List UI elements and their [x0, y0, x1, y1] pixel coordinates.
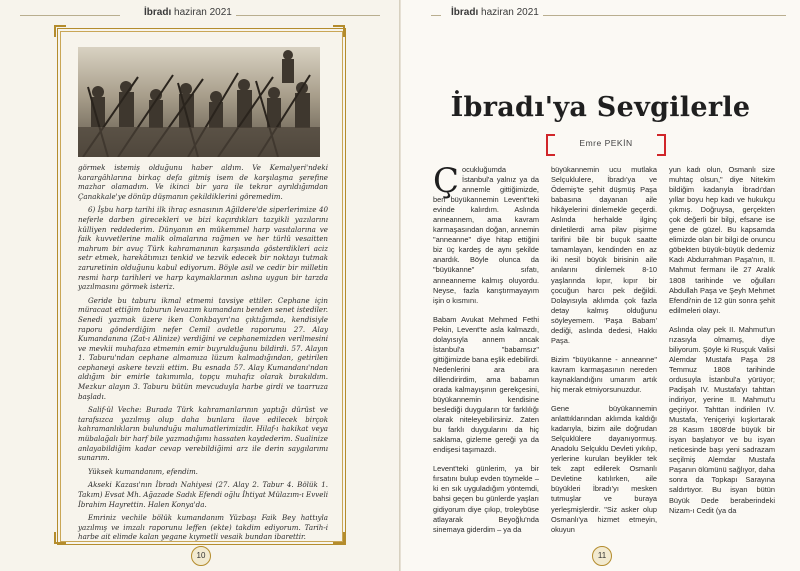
- header-magazine-name: İbradı: [451, 7, 479, 18]
- left-page-body: [78, 163, 328, 546]
- body-paragraph: Salif-ül Veche: Burada Türk kahramanlarının yaptığı dürüst ve tarafsızca yazılmış olup daha bunlara ilave edilecek birçok kahramanlıkların bulunduğu malumatlerimizdir. Hilaf-ı hakikat veya mübalağalı bir harf bile yazmadığımı hassaten kaydederim. Sualinize anlayabildiğim kadar cevap verebildiğimi arz ile derin saygılarımı sunarım.: [78, 405, 328, 463]
- body-paragraph: Yüksek kumandanım, efendim.: [88, 466, 198, 476]
- frame-corner: [54, 25, 66, 37]
- left-page: [0, 0, 399, 571]
- header-magazine-name: İbradı: [144, 7, 172, 18]
- body-paragraph: Gene büyükannemin anlattıklarından aklımda kaldığı kadarıyla, bizim aile doğrudan Selçuklülere dayanıyormuş. Anadolu Selçuklu Devleti yıkılıp, yerlerine kurulan beylikler tek tek zapt edilerek Osmanlı Devletine katılırken, aile büyükleri İbradı'yı mesken tutmuşlar ve buraya yerleşmişlerdir. "Siz asker olup Osmanlı'ya hizmet etmeyin, okuyun: [551, 404, 657, 534]
- header-issue-date: haziran 2021: [481, 7, 539, 18]
- historical-soldiers-photo: [78, 47, 320, 157]
- body-paragraph: Akseki Kazası'nın İbradı Nahiyesi (27. Alay 2. Tabur 4. Bölük 1. Takım) Evsat Mh. Ağazade Sadık Efendi oğlu İhtiyat Mülazım-ı Evveli İbrahim Hayrettin. Halen Konya'da.: [78, 480, 328, 509]
- body-paragraph: Levent'teki günlerim, ya bir fırsatını bulup evden tüymekle – ki en sık uyguladığım yöntemdi, bahsi geçen bu günlerde yaşları gidiyorum diye çıkıp, troleybüse atlayarak Beyoğlu'nda sinemaya giderdim – ya da: [433, 464, 539, 534]
- article-columns: [433, 161, 775, 545]
- header-issue-date: haziran 2021: [174, 7, 232, 18]
- body-paragraph: Geride bu taburu ikmal etmemi tavsiye ettiler. Cephane için müracaat ettiğim taburun levazım kumandanı benden senet istediler. Senedi yazmak üzere iken Conkbayırı'na çıktığımda, kendisiyle raporu gönderdiğim nefer Cemil avdetle raporumu 27. Alay Kumandanına (Zat-ı Alinize) verdiğini ve cephanemizden verilmesini ve mevkii muhafaza etmemin emir buyrulduğunu bildirdi. 57. Alayın 1. Taburu'ndan cephane almamıza lüzum kalmadığından, getirilen cephaneyi askere tevzii ettim. Bu esnada 57. Alay Kumandanı'ndan aldığım bir emirle takımımla, topçu muhafız olarak bırakıldım. Mezkur alayın 3. Taburu bütün mevcuduyla harbe girdi ve taarruza başladı.: [78, 295, 328, 401]
- page-number: 10: [191, 546, 211, 566]
- frame-corner: [54, 532, 66, 544]
- author-name: Emre PEKİN: [579, 138, 633, 148]
- right-page: [401, 0, 800, 571]
- frame-corner: [333, 25, 345, 37]
- right-page-header: [401, 7, 800, 21]
- body-paragraph: büyükannemin ucu mutlaka Selçuklulere, İbradı'ya ve Ödemiş'te şehit düşmüş Paşa babasına dayanan aile hikâyelerini dinlemekle geçerdi. Aslında herhalde ilginç dinletilerdi ama pilav pişirme tarifini bile bir buçuk saatte tamamlayan, kendinden en az iki nesil büyük birisinin aile anılarını dinlemek 8-10 yaşlarında kıpır, kıpır bir çocuğun harcı pek değildi. Dolayısıyla aklımda çok fazla detay kalmış olduğunu söyleyemem. 'Paşa Babam' dediği, aslında dedesi, Hakkı Paşa.: [551, 165, 657, 345]
- article-column-1: [433, 161, 539, 544]
- body-paragraph: Bizim "büyükanne - anneanne" kavram karmaşasının nereden kaynaklandığını umarım artık hiç merak etmiyorsunuzdur.: [551, 354, 657, 394]
- body-paragraph: görmek istemiş olduğunu haber aldım. Ve Kemalyeri'ndeki karargâhlarına birkaç defa gitmiş isem de karşılaşma şerefine mazhar olamadım. Ve ikinci bir yara ile tekrar ayrıldığımdan Çanakkale'ye dönüp düşmanın çekildiklerini göremedim.: [78, 163, 328, 201]
- body-paragraph: Emriniz vechile bölük kumandanım Yüzbaşı Faik Bey hattıyla yazılmış ve imzalı raporunu leffen (ekte) takdim ediyorum. Tarih-i harbe ait elimde kalan yegane kıymetli vesaik bundan ibarettir.: [78, 513, 328, 542]
- drop-cap: Ç: [433, 161, 460, 201]
- body-paragraph: yun kadı olun, Osmanlı size muhtaç olsun," diye Nitekim bildiğim kadarıyla İbradı'dan yıllar boyu hep kadı ve hukukçu çıkmış. Doğruysa, gerçekten çok değerli bir bilgi, efsane ise gene de güzel. Bu kapsamda elimizde olan bir bilgi de onuncu göbekten büyük-büyük dedemiz Kadı Abdurrahman Paşa'nın, II. Mahmut fermanı ile 27 Aralık 1808 tarihinde ve oğulları Abdullah Paşa ve Şeyh Mehmet Efendi'nin de 12 gün sonra şehit edilmeleri olayı.: [669, 165, 775, 315]
- body-paragraph: Çocukluğumda İstanbul'a yalnız ya da annemle gittiğimizde, ben büyükannemin Levent'teki evinde kalırdım. Aslında anneannem, ama kavram karmaşasından doğan, annemin "anneanne" diye hitap ettiğini biz üç kardeş de aynı şekilde anardık. Böyle olunca da "büyükanne" sıfatı, anneanneme kalmış oluyordu. Neyse, fazla karıştırmayayım işin o kısmını.: [433, 161, 539, 305]
- author-byline: [546, 134, 666, 154]
- article-column-2: [551, 165, 657, 544]
- body-paragraph: Babam Avukat Mehmed Fethi Pekin, Levent'te asla kalmazdı, dolayısıyla annem ancak İstanbul'a "babamsız" gittiğimizde bana eşlik edebilirdi. Nedenlerini ara ara dillendirirdim, ama babamın orada kalmayışının gerekçesini, büyükannemin kendisine beslediği duyguların tür farklılığı olarak niteleyebilirsiniz. Zaten bu farklı duygularını da hiç saklama, gizleme gereği ya da endişesi taşımazdı.: [433, 314, 539, 455]
- frame-corner: [333, 532, 345, 544]
- article-title: İbradı'ya Sevgilerle: [450, 92, 751, 123]
- left-page-header: [0, 7, 399, 21]
- body-paragraph: Aslında olay pek II. Mahmut'un rızasıyla olmamış, diye biliyorum. Şöyle ki Rusçuk Valisi Alemdar Mustafa Paşa 28 Temmuz 1808 tarihinde ordusuyla İstanbul'a yürüyor; Padişah IV. Mustafa'yı tahttan indiriyor, yerine II. Mahmut'u geçiriyor. Tahttan indirilen IV. Mustafa, Yeniçeriyi kışkırtarak 28 Kasım 1808'de büyük bir isyan başlatıyor ve bu isyan neticesinde başı yeni sadrazam seçilmiş Alemdar Mustafa Paşanın ölümünü sağlıyor, daha sonra da Topkapı Sarayına saldırtıyor. Bu isyan bütün Büyük Dede beraberindeki Nizam-ı Cedit (ya da: [669, 324, 775, 515]
- article-column-3: [669, 165, 775, 525]
- page-number: 11: [592, 546, 612, 566]
- red-bracket-right: [657, 134, 666, 156]
- body-paragraph: 6) İşbu harp tarihi ilk ihraç esnasının Ağildere'de siperlerimize 40 neferle darben girecekleri ve bizi kaçırdıkları tazyikli yazılarını külliyen reddederim. Dünyanın en mükemmel harp vasıtalarına ve faik kuvvetlerine malik olmalarına rağmen ve her türlü vesaitten mahrum bir avuç Türk kahramanının karşısında gösterdikleri aciz setr etmek, harekâtımızı tenkid ve tezvik edecek bir noktayı tutmak zaruretinin olduğunu kabul ediyorum. Böyle asil ve cedir bir milletin resmi harp tarihleri ve harp kaymaklarının aslına uygun bir tarzda yazılmasını görmek isteriz.: [78, 205, 328, 292]
